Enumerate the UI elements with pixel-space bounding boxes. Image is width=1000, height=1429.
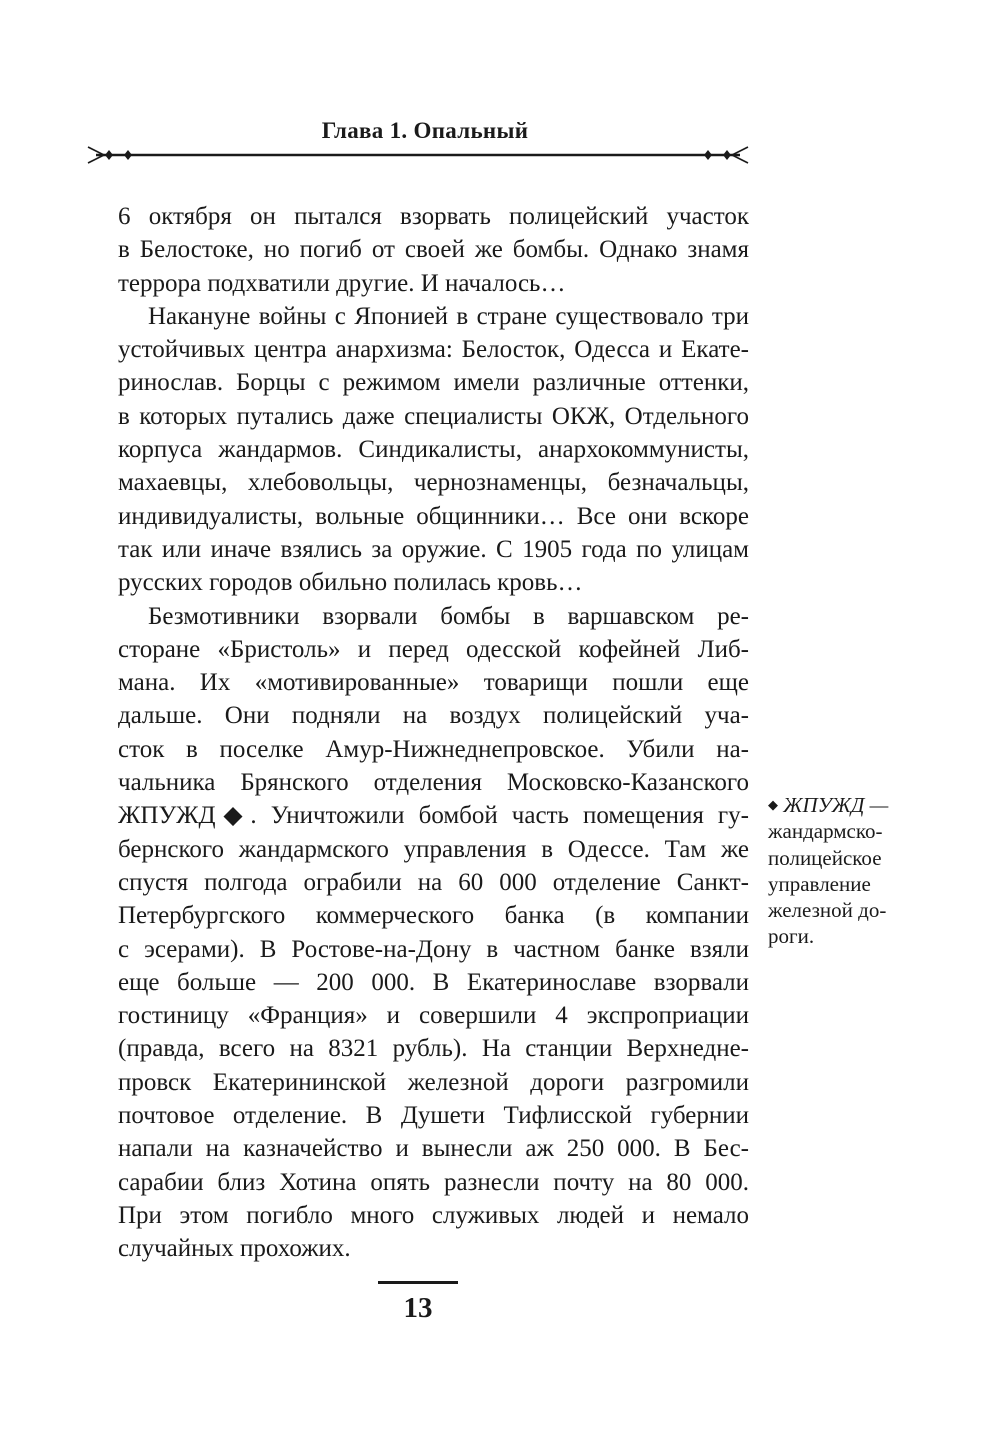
text-line: индивидуалисты, вольные общинники… Все они вскоре: [118, 502, 749, 530]
sidenote-line: железной до-: [768, 898, 887, 923]
page-number-rule: [378, 1281, 458, 1284]
text-line: мана. Их «мотивированные» товарищи пошли еще: [118, 669, 749, 697]
text-line: так или иначе взялись за оружие. С 1905 года по улицам: [118, 535, 749, 563]
text-line: При этом погибло много служивых людей и немало: [118, 1201, 749, 1229]
paragraph: [118, 300, 749, 600]
text-line: махаевцы, хлебовольцы, чернознаменцы, безначальцы,: [118, 469, 749, 497]
sidenote: [768, 792, 918, 950]
text-line: русских городов обильно полилась кровь…: [118, 569, 583, 597]
text-line: еще больше — 200 000. В Екатеринославе взорвали: [118, 968, 749, 996]
text-line: спустя полгода ограбили на 60 000 отделение Санкт-: [118, 868, 749, 896]
body-text: [118, 200, 749, 1266]
text-line: ринослав. Борцы с режимом имели различные оттенки,: [118, 369, 749, 397]
sidenote-line: управление: [768, 871, 871, 896]
text-line: ЖПУЖД◆. Уничтожили бомбой часть помещения гу-: [118, 802, 749, 830]
paragraph: [118, 600, 749, 1266]
text-line: Накануне войны с Японией в стране существовало три: [148, 302, 749, 330]
text-line: сторане «Бристоль» и перед одесской кофейней Либ-: [118, 635, 749, 663]
text-line: провск Екатерининской железной дороги разгромили: [118, 1068, 749, 1096]
text-line: корпуса жандармов. Синдикалисты, анархокоммунисты,: [118, 436, 749, 464]
sidenote-term: ЖПУЖД —: [783, 793, 889, 817]
text-line: бернского жандармского управления в Одессе. Там же: [118, 835, 749, 863]
text-line: напали на казначейство и вынесли аж 250 000. В Бес-: [118, 1135, 749, 1163]
text-line: устойчивых центра анархизма: Белосток, Одесса и Екате-: [118, 336, 749, 364]
text-line: террора подхватили другие. И началось…: [118, 269, 566, 297]
page-number: 13: [403, 1292, 433, 1324]
sidenote-line: роги.: [768, 924, 815, 949]
text-line: Безмотивники взорвали бомбы в варшавском ре-: [148, 602, 749, 630]
sidenote-term-line: [768, 792, 918, 818]
text-line: в Белостоке, но погиб от своей же бомбы. Однако знамя: [118, 236, 749, 264]
text-line: 6 октября он пытался взорвать полицейский участок: [118, 203, 749, 230]
sidenote-line: полицейское: [768, 845, 882, 870]
paragraph: [118, 200, 749, 300]
text-line: сток в поселке Амур-Нижнеднепровское. Убили на-: [118, 735, 749, 763]
header-ornament-rule: [86, 140, 750, 170]
text-line: сарабии близ Хотина опять разнесли почту на 80 000.: [118, 1168, 749, 1196]
text-line: чальника Брянского отделения Московско-Казанского: [118, 769, 749, 797]
diamond-marker-icon: ◆: [768, 797, 778, 812]
text-line: дальше. Они подняли на воздух полицейский уча-: [118, 702, 749, 730]
text-line: случайных прохожих.: [118, 1235, 351, 1263]
text-line: в которых путались даже специалисты ОКЖ, Отдельного: [118, 402, 749, 430]
text-line: почтовое отделение. В Душети Тифлисской губернии: [118, 1102, 749, 1130]
sidenote-line: жандармско-: [768, 819, 883, 844]
text-line: (правда, всего на 8321 рубль). На станции Верхнедне-: [118, 1035, 749, 1063]
chapter-title: Глава 1. Опальный: [321, 118, 529, 143]
text-line: Петербургского коммерческого банка (в компании: [118, 902, 749, 930]
text-line: гостиницу «Франция» и совершили 4 экспроприации: [118, 1002, 749, 1030]
text-line: с эсерами). В Ростове-на-Дону в частном банке взяли: [118, 935, 749, 963]
